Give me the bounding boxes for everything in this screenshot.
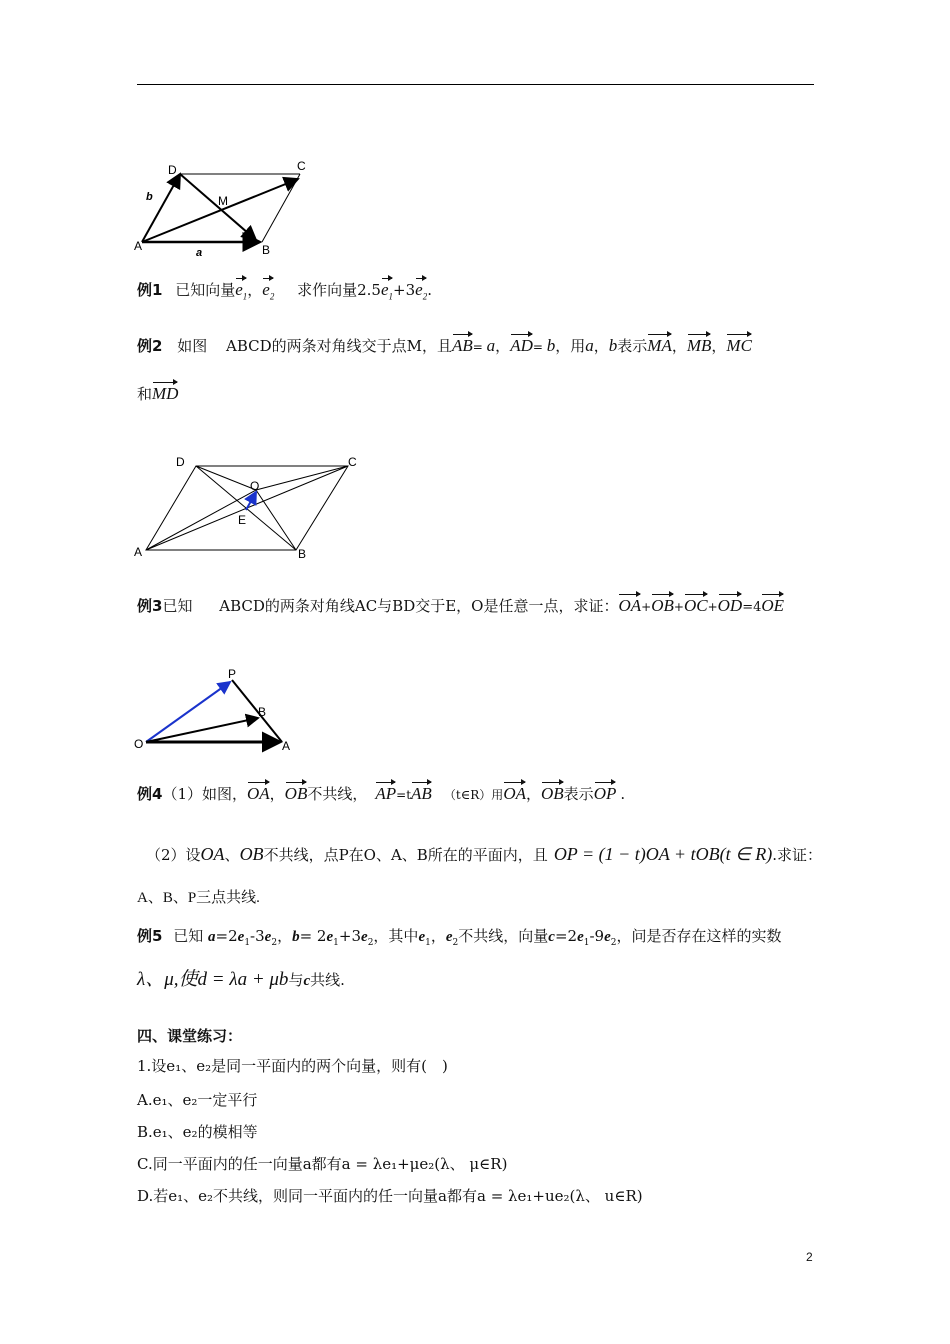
ex5-e3: e [326, 929, 334, 945]
ex2-var-b2: b [608, 336, 618, 355]
ex5-text-14: 共线. [310, 971, 345, 989]
ex2-text-7: ， [593, 337, 609, 355]
question-1-option-a[interactable]: A.e₁、e₂一定平行 [137, 1091, 258, 1109]
ex1-sep: ， [247, 281, 263, 299]
ex5-e2: e [264, 929, 272, 945]
header-rule [137, 84, 814, 85]
ex1-vec-e1: $e_1$ [235, 276, 247, 306]
fig2-label-e: E [238, 513, 247, 527]
ex5-text-8: ， [430, 927, 446, 945]
ex3-vec-od: OD [718, 592, 743, 616]
ex4b-oa: OA [200, 844, 225, 864]
ex5-formula: λ、μ,使d = λa + μb [137, 969, 289, 990]
ex5-var-c: c [548, 929, 555, 945]
figure-parallelogram-oe [132, 452, 364, 564]
ex5-text-13: 与 [288, 971, 304, 989]
ex4-vec-ob: OB [285, 780, 308, 804]
example-4 [137, 780, 625, 806]
section-title: 四、课堂练习： [137, 1027, 243, 1045]
fig2-label-c: C [348, 455, 357, 469]
ex4-label: 例4 [137, 785, 163, 803]
ex4b-text-2: 、 [224, 846, 240, 864]
ex3-vec-oc: OC [684, 592, 708, 616]
ex2-vec-ma: MA [647, 332, 672, 356]
example-2-line-2 [137, 380, 178, 404]
ex3-text-1: 已知 [162, 597, 193, 615]
ex2-text-6: ，用 [555, 337, 586, 355]
ex4-vec-op: OP [594, 780, 617, 804]
ex1-vec-e2b: $e_2$ [415, 276, 427, 306]
ex4-vec-ap: AP [375, 780, 396, 804]
fig2-label-o: O [250, 479, 260, 493]
page-number: 2 [806, 1250, 813, 1264]
ex5-var-b: b [292, 929, 300, 945]
ex5-text-3: -3 [250, 927, 265, 945]
ex1-vec-e1b: $e_1$ [381, 276, 393, 306]
ex1-text-2: 求作向量2.5 [297, 281, 381, 299]
ex2-text-3: = [472, 340, 487, 354]
fig1-label-d: D [168, 163, 177, 177]
ex4-vec-ob2: OB [541, 780, 564, 804]
ex5-text-9: 不共线，向量 [458, 927, 549, 945]
ex5-text-1: 已知 [173, 927, 204, 945]
question-1-option-b[interactable]: B.e₁、e₂的模相等 [137, 1123, 258, 1141]
ex2-text-4: ， [495, 337, 511, 355]
ex3-vec-ob: OB [651, 592, 674, 616]
ex5-var-a: a [208, 929, 216, 945]
ex4-symbol-in: ∈ [460, 788, 471, 803]
ex5-text-11: -9 [589, 927, 605, 945]
ex1-text-1: 已知向量 [175, 281, 236, 299]
ex3-plus-1: + [641, 600, 652, 614]
ex4-text-6: R）用 [470, 788, 504, 802]
ex4b-line-2: A、B、P三点共线. [137, 890, 260, 906]
ex5-text-6: +3 [338, 927, 362, 945]
ex4-vec-ab: AB [411, 780, 432, 804]
ex3-eq: =4 [742, 600, 762, 615]
ex4b-formula: OP = (1 − t)OA + tOB(t ∈ R) [553, 844, 773, 864]
fig2-label-b: B [298, 547, 307, 561]
ex4-text-5: （t [443, 788, 461, 802]
question-1-stem: 1.设e₁、e₂是同一平面内的两个向量，则有( ) [137, 1057, 448, 1075]
question-1-option-c[interactable]: C.同一平面内的任一向量a都有a = λe₁+μe₂(λ、 μ∈R) [137, 1155, 508, 1173]
ex5-text-12: ，问是否存在这样的实数 [616, 927, 782, 945]
fig3-label-o: O [134, 737, 144, 751]
ex4-text-3: 不共线， [307, 785, 368, 803]
ex2-label: 例2 [137, 337, 163, 355]
fig1-label-c: C [297, 159, 306, 173]
ex4-vec-oa2: OA [503, 780, 526, 804]
ex2-text-5: = [532, 340, 547, 354]
figure-parallelogram-m [132, 152, 312, 262]
ex2-text-11: 和 [137, 385, 153, 403]
ex2-text-2: ABCD的两条对角线交于点M，且 [226, 337, 453, 355]
fig2-label-d: D [176, 455, 185, 469]
fig1-label-m: M [218, 194, 228, 208]
ex2-var-a: a [486, 336, 496, 355]
example-5-line-2 [137, 970, 345, 991]
figure-triangle-opab [132, 664, 302, 756]
fig3-label-p: P [228, 667, 237, 681]
ex2-text-1: 如图 [177, 337, 208, 355]
ex5-text-7: ，其中 [373, 927, 419, 945]
ex4b-text-1: （2）设 [146, 846, 201, 864]
ex1-vec-e2: $e_2$ [262, 276, 274, 306]
ex2-vec-ab: AB [452, 332, 473, 356]
fig1-label-vec-a: a [196, 247, 203, 259]
ex5-e8: e [604, 929, 611, 945]
ex5-text-4: ， [277, 927, 293, 945]
ex1-label: 例1 [137, 281, 163, 299]
ex5-e4: e [361, 929, 368, 945]
question-1-option-d[interactable]: D.若e₁、e₂不共线，则同一平面内的任一向量a都有a = λe₁+ue₂(λ、 u∈R) [137, 1187, 643, 1205]
ex4-text-4: =t [396, 788, 412, 802]
ex2-text-10: ， [711, 337, 727, 355]
example-5: 例5 已知 $a=2e_1-3e_2$，$b= 2e_1+3e_2$，其中$e_1$，$e_2$不共线，向量$c=2e_1-9e_2$，问是否存在这样的实数 [137, 927, 782, 948]
ex5-var-c2: c [303, 973, 311, 989]
ex4-text-1: （1）如图， [162, 785, 247, 803]
example-4-part-2 [146, 844, 822, 865]
ex3-vec-oe: OE [761, 592, 784, 616]
ex4-vec-oa: OA [247, 780, 270, 804]
ex5-label: 例5 [137, 927, 163, 945]
fig1-label-vec-b: b [146, 191, 153, 203]
ex2-text-9: ， [671, 337, 687, 355]
ex5-text-10: =2 [554, 927, 578, 945]
ex1-text-3: +3 [393, 281, 416, 299]
ex4b-text-4: .求证： [772, 846, 823, 864]
example-2 [137, 332, 752, 357]
ex3-text-2: ABCD的两条对角线AC与BD交于E，O是任意一点，求证： [219, 597, 619, 615]
ex3-vec-oa: OA [618, 592, 641, 616]
fig3-label-b: B [258, 705, 267, 719]
fig3-label-a: A [282, 739, 291, 753]
ex3-label: 例3 [137, 597, 163, 615]
ex5-e7: e [577, 929, 584, 945]
ex2-vec-mc: MC [726, 332, 752, 356]
ex1-text-4: . [427, 281, 432, 299]
ex2-vec-ad: AD [510, 332, 533, 356]
ex5-e1: e [237, 929, 245, 945]
ex5-text-2: =2 [215, 927, 238, 945]
ex2-vec-mb: MB [687, 332, 712, 356]
ex5-e5: e [418, 929, 426, 945]
ex4-text-8: 表示 [563, 785, 594, 803]
ex2-text-8: 表示 [617, 337, 648, 355]
ex3-plus-3: + [707, 600, 718, 614]
fig1-label-b: B [262, 243, 271, 257]
ex5-text-5: = 2 [299, 927, 327, 945]
ex4-text-2: ， [269, 785, 285, 803]
ex4-text-9: . [620, 785, 626, 803]
example-4-part-2-line-2 [137, 888, 260, 908]
fig2-label-a: A [134, 545, 143, 559]
ex2-var-a2: a [585, 336, 594, 355]
ex4b-text-3: 不共线，点P在O、A、B所在的平面内，且 [263, 846, 548, 864]
ex2-vec-md: MD [152, 380, 178, 404]
example-3 [137, 592, 784, 618]
example-1 [137, 276, 432, 306]
ex5-e6: e [445, 929, 453, 945]
ex4b-ob: OB [239, 844, 264, 864]
fig1-label-a: A [134, 239, 143, 253]
ex3-plus-2: + [673, 600, 684, 614]
ex4-text-7: ， [525, 785, 541, 803]
ex2-var-b: b [546, 336, 556, 355]
